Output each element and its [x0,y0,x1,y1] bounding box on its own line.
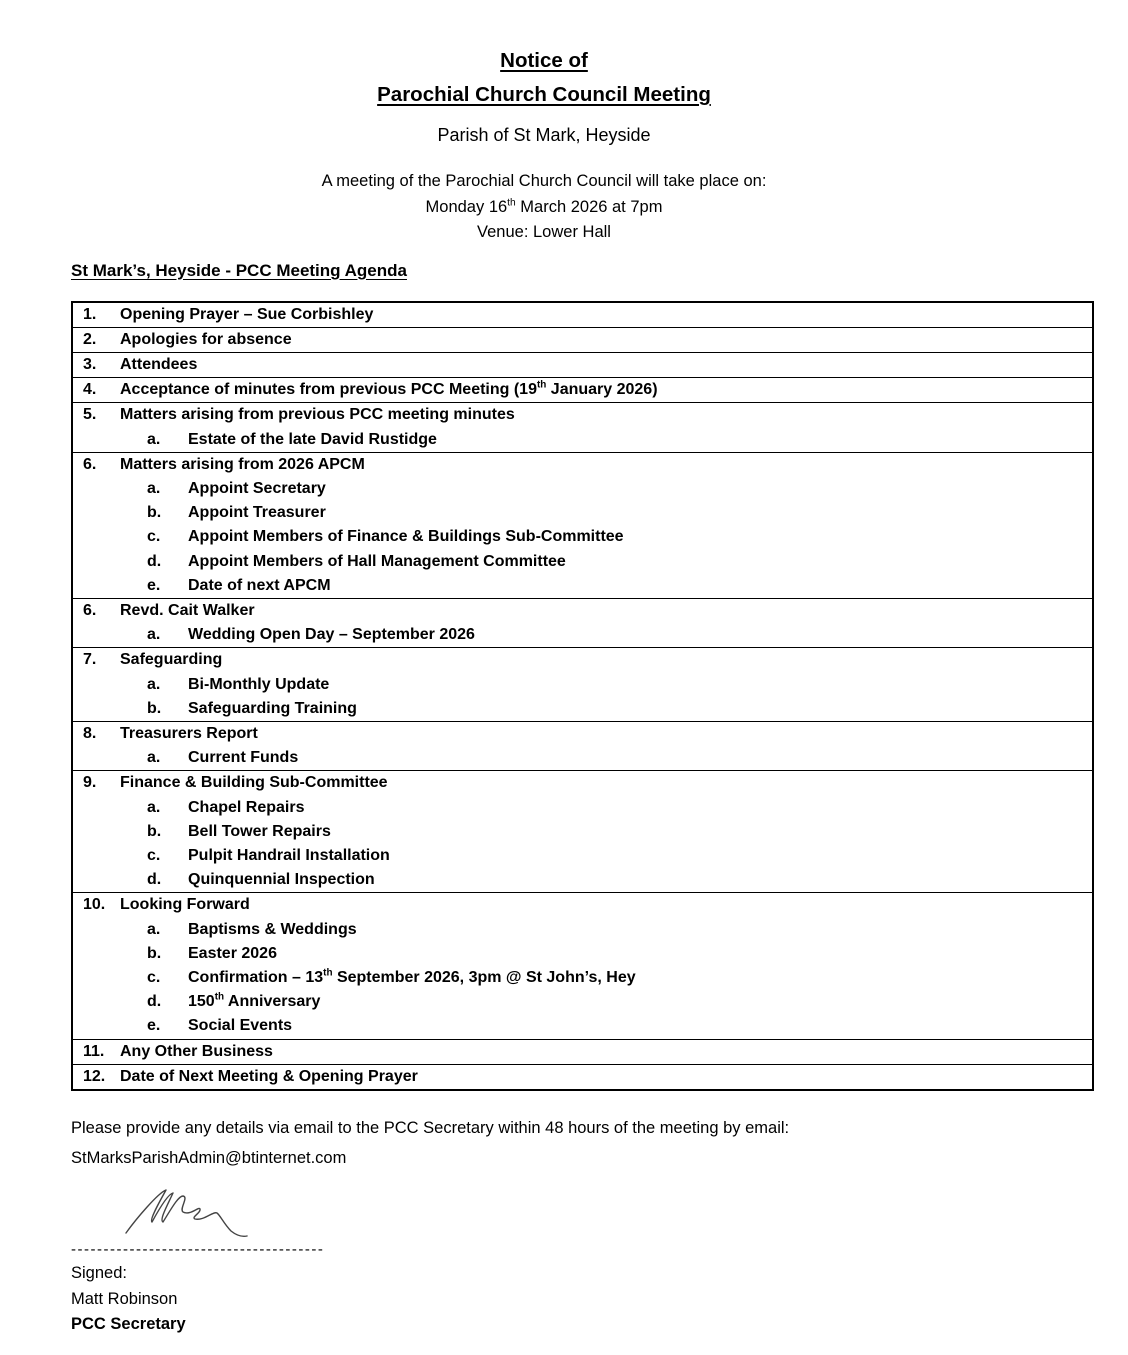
subitem-letter: c. [147,968,161,986]
subitem-letter: a. [147,920,161,938]
subitem-text: Pulpit Handrail Installation [188,846,390,864]
subitem-text: Date of next APCM [188,576,331,594]
subitem-text: Appoint Members of Finance & Buildings Sub-Committee [188,528,624,546]
agenda-row [73,1065,1092,1089]
item-number: 7. [83,651,97,669]
meeting-venue: Venue: Lower Hall [477,223,611,241]
item-text: Date of Next Meeting & Opening Prayer [120,1067,418,1085]
item-text: Matters arising from 2026 APCM [120,455,365,473]
item-number: 6. [83,455,97,473]
item-number: 5. [83,406,97,424]
subitem-text: Appoint Members of Hall Management Committee [188,552,566,570]
subitem-letter: c. [147,528,161,546]
item-number: 8. [83,724,97,742]
agenda-heading: St Mark’s, Heyside - PCC Meeting Agenda [71,260,407,280]
subitem-text: Wedding Open Day – September 2026 [188,626,475,644]
subitem-text: Easter 2026 [188,944,277,962]
subitem-text: 150th Anniversary [188,991,321,1011]
item-text: Apologies for absence [120,330,292,348]
subitem-text: Estate of the late David Rustidge [188,430,437,448]
subitem-letter: c. [147,846,161,864]
agenda-row [73,771,1092,893]
subitem-letter: b. [147,699,162,717]
subitem-text: Appoint Secretary [188,479,326,497]
footer-email: StMarksParishAdmin@btinternet.com [71,1149,347,1167]
agenda-row [73,328,1092,353]
agenda-row [73,648,1092,722]
subitem-letter: a. [147,430,161,448]
agenda-row [73,378,1092,403]
subitem-letter: d. [147,993,162,1011]
notice-title-line1: Notice of [500,49,588,72]
subitem-text: Bi-Monthly Update [188,675,330,693]
subitem-letter: e. [147,576,161,594]
item-number: 2. [83,330,97,348]
agenda-row [73,722,1092,771]
item-number: 1. [83,305,97,323]
item-number: 12. [83,1067,106,1085]
subitem-text: Confirmation – 13th September 2026, 3pm @ St John’s, Hey [188,967,636,986]
item-text: Looking Forward [120,896,250,914]
subitem-letter: d. [147,552,162,570]
item-text: Treasurers Report [120,724,258,742]
item-text: Acceptance of minutes from previous PCC Meeting (19th January 2026) [120,379,658,399]
subitem-letter: a. [147,479,161,497]
subitem-letter: a. [147,626,161,644]
agenda-row [73,893,1092,1039]
notice-title-line2: Parochial Church Council Meeting [377,83,711,106]
parish-line: Parish of St Mark, Heyside [437,125,651,145]
subitem-text: Current Funds [188,749,299,767]
subitem-text: Bell Tower Repairs [188,822,331,840]
agenda-row [73,1040,1092,1065]
footer-note-line: Please provide any details via email to the PCC Secretary within 48 hours of the meeting by email: [71,1119,790,1137]
subitem-text: Chapel Repairs [188,798,305,816]
item-number: 4. [83,381,97,399]
signed-label: Signed: [71,1264,127,1282]
meeting-intro: A meeting of the Parochial Church Council will take place on: [321,172,767,190]
item-number: 6. [83,601,97,619]
agenda-row [73,599,1092,648]
footer-note [71,1113,1094,1173]
agenda-row [73,353,1092,378]
signer-role: PCC Secretary [71,1315,186,1333]
meeting-info-block [71,169,1017,246]
item-number: 11. [83,1042,105,1060]
subitem-letter: d. [147,871,162,889]
item-text: Matters arising from previous PCC meeting minutes [120,406,515,424]
signature-image [120,1185,255,1243]
item-text: Revd. Cait Walker [120,601,255,619]
item-text: Attendees [120,355,198,373]
signer-name: Matt Robinson [71,1289,178,1308]
signature-line: --------------------------------------- [71,1241,325,1258]
agenda-row [73,303,1092,328]
item-text: Any Other Business [120,1042,273,1060]
agenda-row [73,403,1092,452]
signed-block [71,1261,1094,1338]
subitem-letter: b. [147,944,162,962]
document-header [71,48,1017,246]
subitem-letter: a. [147,798,161,816]
subitem-letter: a. [147,749,161,767]
subitem-letter: b. [147,504,162,522]
subitem-letter: e. [147,1017,161,1035]
agenda-table [71,301,1094,1092]
subitem-text: Safeguarding Training [188,699,357,717]
agenda-row [73,453,1092,599]
subitem-letter: a. [147,675,161,693]
meeting-datetime: Monday 16th March 2026 at 7pm [425,197,663,216]
item-number: 9. [83,774,97,792]
subitem-text: Baptisms & Weddings [188,920,357,938]
subitem-letter: b. [147,822,162,840]
item-number: 3. [83,355,97,373]
item-text: Finance & Building Sub-Committee [120,774,388,792]
subitem-text: Appoint Treasurer [188,504,326,522]
item-text: Opening Prayer – Sue Corbishley [120,305,374,323]
subitem-text: Social Events [188,1017,293,1035]
subitem-text: Quinquennial Inspection [188,871,375,889]
item-number: 10. [83,896,106,914]
item-text: Safeguarding [120,651,223,669]
